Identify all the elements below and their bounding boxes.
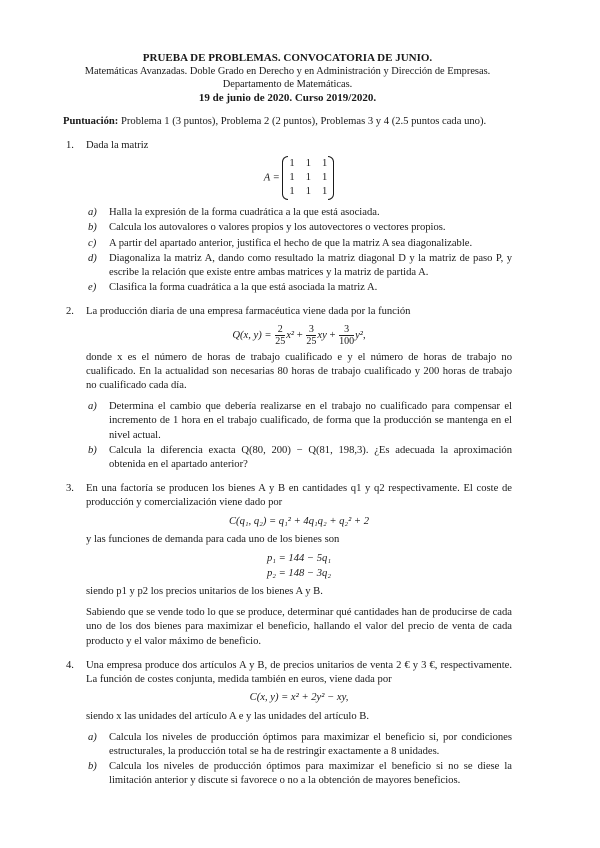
item-label: d): [88, 252, 97, 264]
problem-question: Sabiendo que se vende todo lo que se produce, determinar qué cantidades han de producirse de cada uno de los dos bienes para maximizar el beneficio, hallando el valor del precio de venta de cada producto y el valor máximo de beneficio.: [86, 607, 512, 647]
matrix-row: [289, 171, 327, 185]
scoring-text: Problema 1 (3 puntos), Problema 2 (2 puntos), Problemas 3 y 4 (2.5 puntos cada uno).: [121, 115, 487, 127]
term-variable: xy: [317, 329, 327, 341]
problem-3: [63, 482, 512, 649]
item-text: Calcula los autovalores o valores propios y los autovectores o vectores propios.: [109, 222, 446, 234]
item-label: e): [88, 282, 97, 294]
scoring-label: Puntuación:: [63, 115, 119, 127]
fraction-numerator: 3: [339, 324, 354, 336]
problem-number: 1.: [66, 140, 74, 152]
item-text: Determina el cambio que debería realizarse en el trabajo no cualificado para compensar el incremento de 1 hora en el trabajo cualificado, de forma que la producción se mantenga en el nivel actual.: [109, 401, 512, 441]
fraction-denominator: 25: [306, 335, 317, 347]
problem-items: [86, 731, 512, 789]
problem-item: [86, 760, 512, 788]
fraction: [275, 324, 285, 347]
item-text: A partir del apartado anterior, justifica el hecho de que la matriz A sea diagonalizable.: [109, 237, 473, 249]
problem-items: [86, 206, 512, 295]
formula-lhs: Q(x, y) =: [232, 329, 272, 341]
problem-item: [86, 237, 512, 251]
cost-formula: C(x, y) = x² + 2y² − xy,: [249, 692, 349, 704]
matrix-a: [282, 157, 334, 199]
item-label: a): [88, 731, 97, 743]
matrix-row: [289, 185, 327, 199]
exam-department: Departamento de Matemáticas.: [222, 79, 353, 91]
matrix-cell: 1: [322, 158, 328, 170]
demand-intro: y las funciones de demanda para cada uno de los bienes son: [86, 533, 340, 545]
problem-items: [86, 400, 512, 472]
problem-intro: En una factoría se producen los bienes A y B en cantidades q1 y q2 respectivamente. El coste de producción y comercialización viene dado por: [86, 483, 512, 509]
production-formula: [86, 324, 512, 347]
item-text: Calcula los niveles de producción óptimos para maximizar el beneficio si, por condiciones estructurales, la producción total se ha de restringir exactamente a 8 unidades.: [109, 731, 512, 757]
demand-functions: [86, 551, 512, 581]
item-label: c): [88, 237, 97, 249]
item-label: a): [88, 207, 97, 219]
fraction-denominator: 25: [275, 335, 286, 347]
item-text: Calcula los niveles de producción óptimos para maximizar el beneficio si no se diese la limitación anterior y discute si favorece o no a la obtención de mayores beneficios.: [109, 761, 512, 787]
problem-intro: Una empresa produce dos artículos A y B, de precios unitarios de venta 2 € y 3 €, respectivamente. La función de costes conjunta, medida también en euros, viene dada por: [86, 659, 512, 686]
matrix-display: [86, 157, 512, 199]
fraction-numerator: 3: [306, 324, 316, 336]
problem-2: [63, 305, 512, 472]
scoring-line: [63, 115, 512, 129]
matrix-cell: 1: [322, 186, 328, 198]
fraction: [339, 324, 354, 347]
problem-intro: Dada la matriz: [86, 140, 149, 152]
problem-intro: La producción diaria de una empresa farmacéutica viene dada por la función: [86, 306, 411, 318]
problem-item: [86, 731, 512, 759]
matrix-cell: 1: [322, 172, 328, 184]
term-variable: y²: [355, 329, 363, 341]
item-label: b): [88, 761, 97, 773]
problem-number: 3.: [66, 483, 74, 495]
problem-1: [63, 139, 512, 295]
matrix-name: A =: [263, 172, 280, 184]
item-label: b): [88, 444, 97, 456]
demand-function-2: p₂ = 148 − 3q₂: [266, 568, 332, 580]
term-operator: ,: [363, 329, 366, 341]
item-text: Clasifica la forma cuadrática a la que está asociada la matriz A.: [109, 282, 378, 294]
problem-4: [63, 659, 512, 789]
matrix-cell: 1: [289, 158, 295, 170]
matrix-cell: 1: [289, 172, 295, 184]
fraction: [306, 324, 316, 347]
fraction-numerator: 2: [275, 324, 285, 336]
problem-item: [86, 400, 512, 443]
item-text: Halla la expresión de la forma cuadrática a la que está asociada.: [109, 207, 380, 219]
exam-date: 19 de junio de 2020. Curso 2019/2020.: [198, 91, 377, 104]
item-label: b): [88, 222, 97, 234]
matrix-cell: 1: [289, 186, 295, 198]
item-text: Calcula la diferencia exacta Q(80, 200) − Q(81, 198,3). ¿Es adecuada la aproximación obtenida en el apartado anterior?: [109, 444, 512, 471]
prices-note: siendo p1 y p2 los precios unitarios de los bienes A y B.: [86, 586, 323, 598]
matrix-cell: 1: [305, 186, 312, 198]
problem-number: 2.: [66, 306, 74, 318]
item-label: a): [88, 401, 97, 413]
demand-function-1: p₁ = 144 − 5q₁: [266, 553, 332, 565]
problem-item: [86, 221, 512, 235]
variables-note: siendo x las unidades del artículo A e y las unidades del artículo B.: [86, 710, 370, 722]
matrix-cell: 1: [305, 158, 312, 170]
problem-item: [86, 444, 512, 472]
problem-item: [86, 252, 512, 280]
fraction-denominator: 100: [339, 335, 355, 347]
term-operator: +: [329, 329, 336, 341]
exam-subject: Matemáticas Avanzadas. Doble Grado en Derecho y en Administración y Dirección de Empresas.: [84, 66, 491, 78]
matrix-cell: 1: [305, 172, 312, 184]
term-operator: +: [296, 329, 303, 341]
problem-description: donde x es el número de horas de trabajo cualificado e y el número de horas de trabajo no cualificado. En la actualidad son necesarias 80 horas de trabajo cualificado y 200 horas de trabajo no cualificado cada día.: [86, 351, 512, 392]
exam-header: [63, 52, 512, 105]
problem-number: 4.: [66, 659, 74, 671]
item-text: Diagonaliza la matriz A, dando como resultado la matriz diagonal D y la matriz de paso P, y escribe la relación que existe entre ambas matrices y la matriz de partida A.: [109, 252, 512, 279]
matrix-row: [289, 157, 327, 171]
term-variable: x²: [286, 329, 295, 341]
problem-item: [86, 206, 512, 220]
exam-title: PRUEBA DE PROBLEMAS. CONVOCATORIA DE JUNIO.: [142, 52, 433, 64]
cost-formula: C(q₁, q₂) = q₁² + 4q₁q₂ + q₂² + 2: [228, 515, 370, 527]
problem-item: [86, 281, 512, 295]
